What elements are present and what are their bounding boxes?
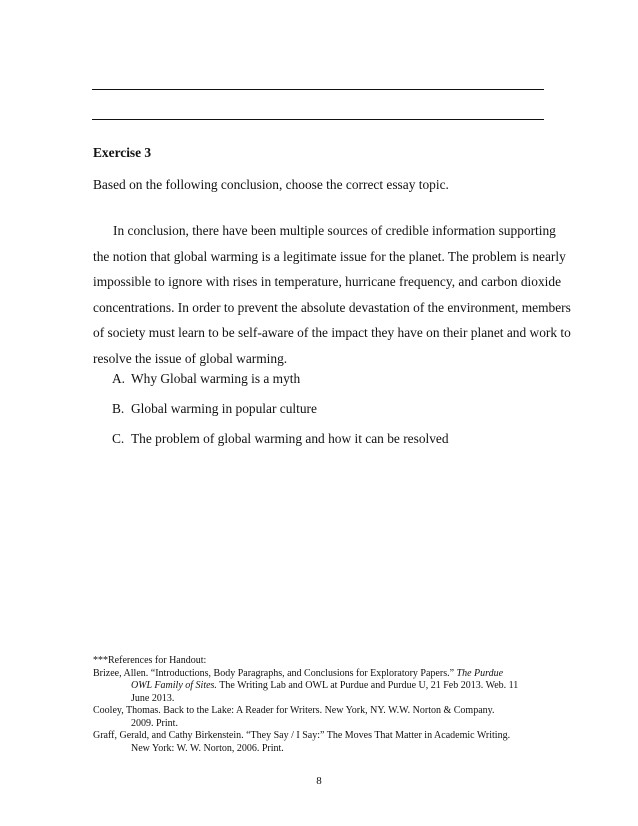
option-a: [112, 368, 449, 398]
reference-entry-cont: 2009. Print.: [131, 717, 178, 729]
option-c: [112, 428, 449, 458]
option-text: Why Global warming is a myth: [131, 371, 301, 386]
ref-text: The Writing Lab and OWL at Purdue and Purdue U, 21 Feb 2013. Web. 11: [216, 680, 519, 691]
ref-text: Brizee, Allen. “Introductions, Body Paragraphs, and Conclusions for Exploratory Papers.”: [93, 667, 457, 679]
passage-line: concentrations. In order to prevent the absolute devastation of the environment, members: [93, 299, 571, 315]
option-text: The problem of global warming and how it can be resolved: [131, 431, 449, 446]
passage-line: the notion that global warming is a legitimate issue for the planet. The problem is nearly: [93, 248, 566, 264]
reference-entry-cont: New York: W. W. Norton, 2006. Print.: [131, 742, 284, 754]
option-b: [112, 398, 449, 428]
references-heading: ***References for Handout:: [93, 655, 207, 666]
answer-line-2: [92, 119, 544, 120]
option-letter: B.: [112, 401, 125, 416]
option-letter: A.: [112, 371, 126, 386]
answer-options: [112, 368, 449, 458]
reference-entry: [93, 668, 563, 681]
passage-line: In conclusion, there have been multiple sources of credible information supporting: [113, 223, 556, 238]
reference-entry-cont: June 2013.: [131, 692, 175, 704]
reference-entry: Cooley, Thomas. Back to the Lake: A Reader for Writers. New York, NY. W.W. Norton & Company.: [93, 705, 495, 716]
conclusion-passage: [93, 218, 571, 371]
reference-entry: Graff, Gerald, and Cathy Birkenstein. “They Say / I Say:” The Moves That Matter in Academic Writing.: [93, 730, 511, 741]
passage-line: impossible to ignore with rises in temperature, hurricane frequency, and carbon dioxide: [93, 274, 562, 289]
exercise-instruction: Based on the following conclusion, choose the correct essay topic.: [93, 177, 449, 192]
page-number: 8: [316, 775, 322, 787]
option-text: Global warming in popular culture: [131, 401, 317, 416]
passage-line: of society must learn to be self-aware of the impact they have on their planet and work to: [93, 325, 571, 340]
ref-title-italic: OWL Family of Sites.: [131, 680, 217, 691]
references: [93, 655, 563, 755]
answer-line-1: [92, 89, 544, 90]
passage-line: resolve the issue of global warming.: [93, 350, 288, 366]
exercise-title: Exercise 3: [93, 145, 152, 160]
reference-entry-cont: [93, 680, 563, 693]
option-letter: C.: [112, 431, 125, 446]
ref-title-italic: The Purdue: [456, 667, 504, 679]
